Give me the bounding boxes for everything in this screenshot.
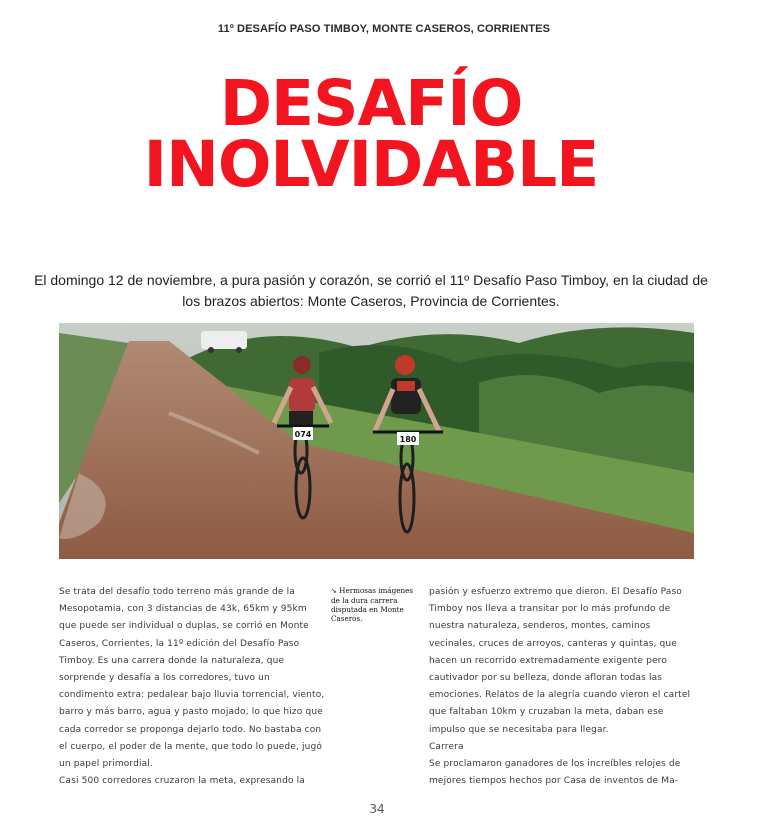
lead-paragraph: El domingo 12 de noviembre, a pura pasión y corazón, se corrió el 11º Desafío Paso Timboy, en la ciudad de los brazos abiertos: Monte Caseros, Provincia de Corrientes. [34,272,708,309]
page-number: 34 [369,802,385,816]
caption-text: Hermosas imágenes de la dura carrera disputada en Monte Caseros. [331,586,414,623]
body-paragraph: pasión y esfuerzo extremo que dieron. El Desafío Paso Timboy nos lleva a transitar por lo más profundo de nuestra naturaleza, senderos, montes, caminos vecinales, cruces de arroyos, canteras y quintas, que hacen un recorrido extremadamente exigente pero cautivador por su belleza, donde afloran todas las emociones. Relatos de la alegría cuando vieron el cartel que faltaban 10km y cruzaban la meta, daban ese impulso que se necesitaba para llegar. [429,587,691,735]
body-paragraph: Carrera [429,741,464,752]
photo-caption [331,586,423,623]
arrow-down-right-icon: ➘ [331,587,337,595]
body-paragraph: Se trata del desafío todo terreno más grande de la Mesopotamia, con 3 distancias de 43k, 65km y 95km que puede ser individual o duplas, se corrió en Monte Caseros, Corrientes, la 11º edición del Desafío Paso Timboy. Es una carrera donde la naturaleza, que sorprende y desafía a los corredores, tuvo un condimento extra: pedalear bajo lluvia torrencial, viento, barro y más barro, agua y pasto mojado, lo que hizo que cada corredor se proponga dejarlo todo. No bastaba con el cuerpo, el poder de la mente, que todo lo puede, jugó un papel primordial. [59,587,325,770]
body-column-left [59,584,327,790]
body-paragraph: Casi 500 corredores cruzaron la meta, expresando la [59,776,305,787]
body-column-right [429,584,697,790]
race-photo [59,323,694,559]
body-paragraph: Se proclamaron ganadores de los increíbles relojes de mejores tiempos hechos por Casa de inventos de Ma- [429,759,681,787]
bib-number-right: 180 [399,435,417,444]
section-kicker: 11º DESAFÍO PASO TIMBOY, MONTE CASEROS, CORRIENTES [217,23,551,35]
headline-line-2: INOLVIDABLE [143,128,599,201]
bib-number-left: 074 [294,430,312,439]
headline-line-1: DESAFÍO [219,67,523,140]
